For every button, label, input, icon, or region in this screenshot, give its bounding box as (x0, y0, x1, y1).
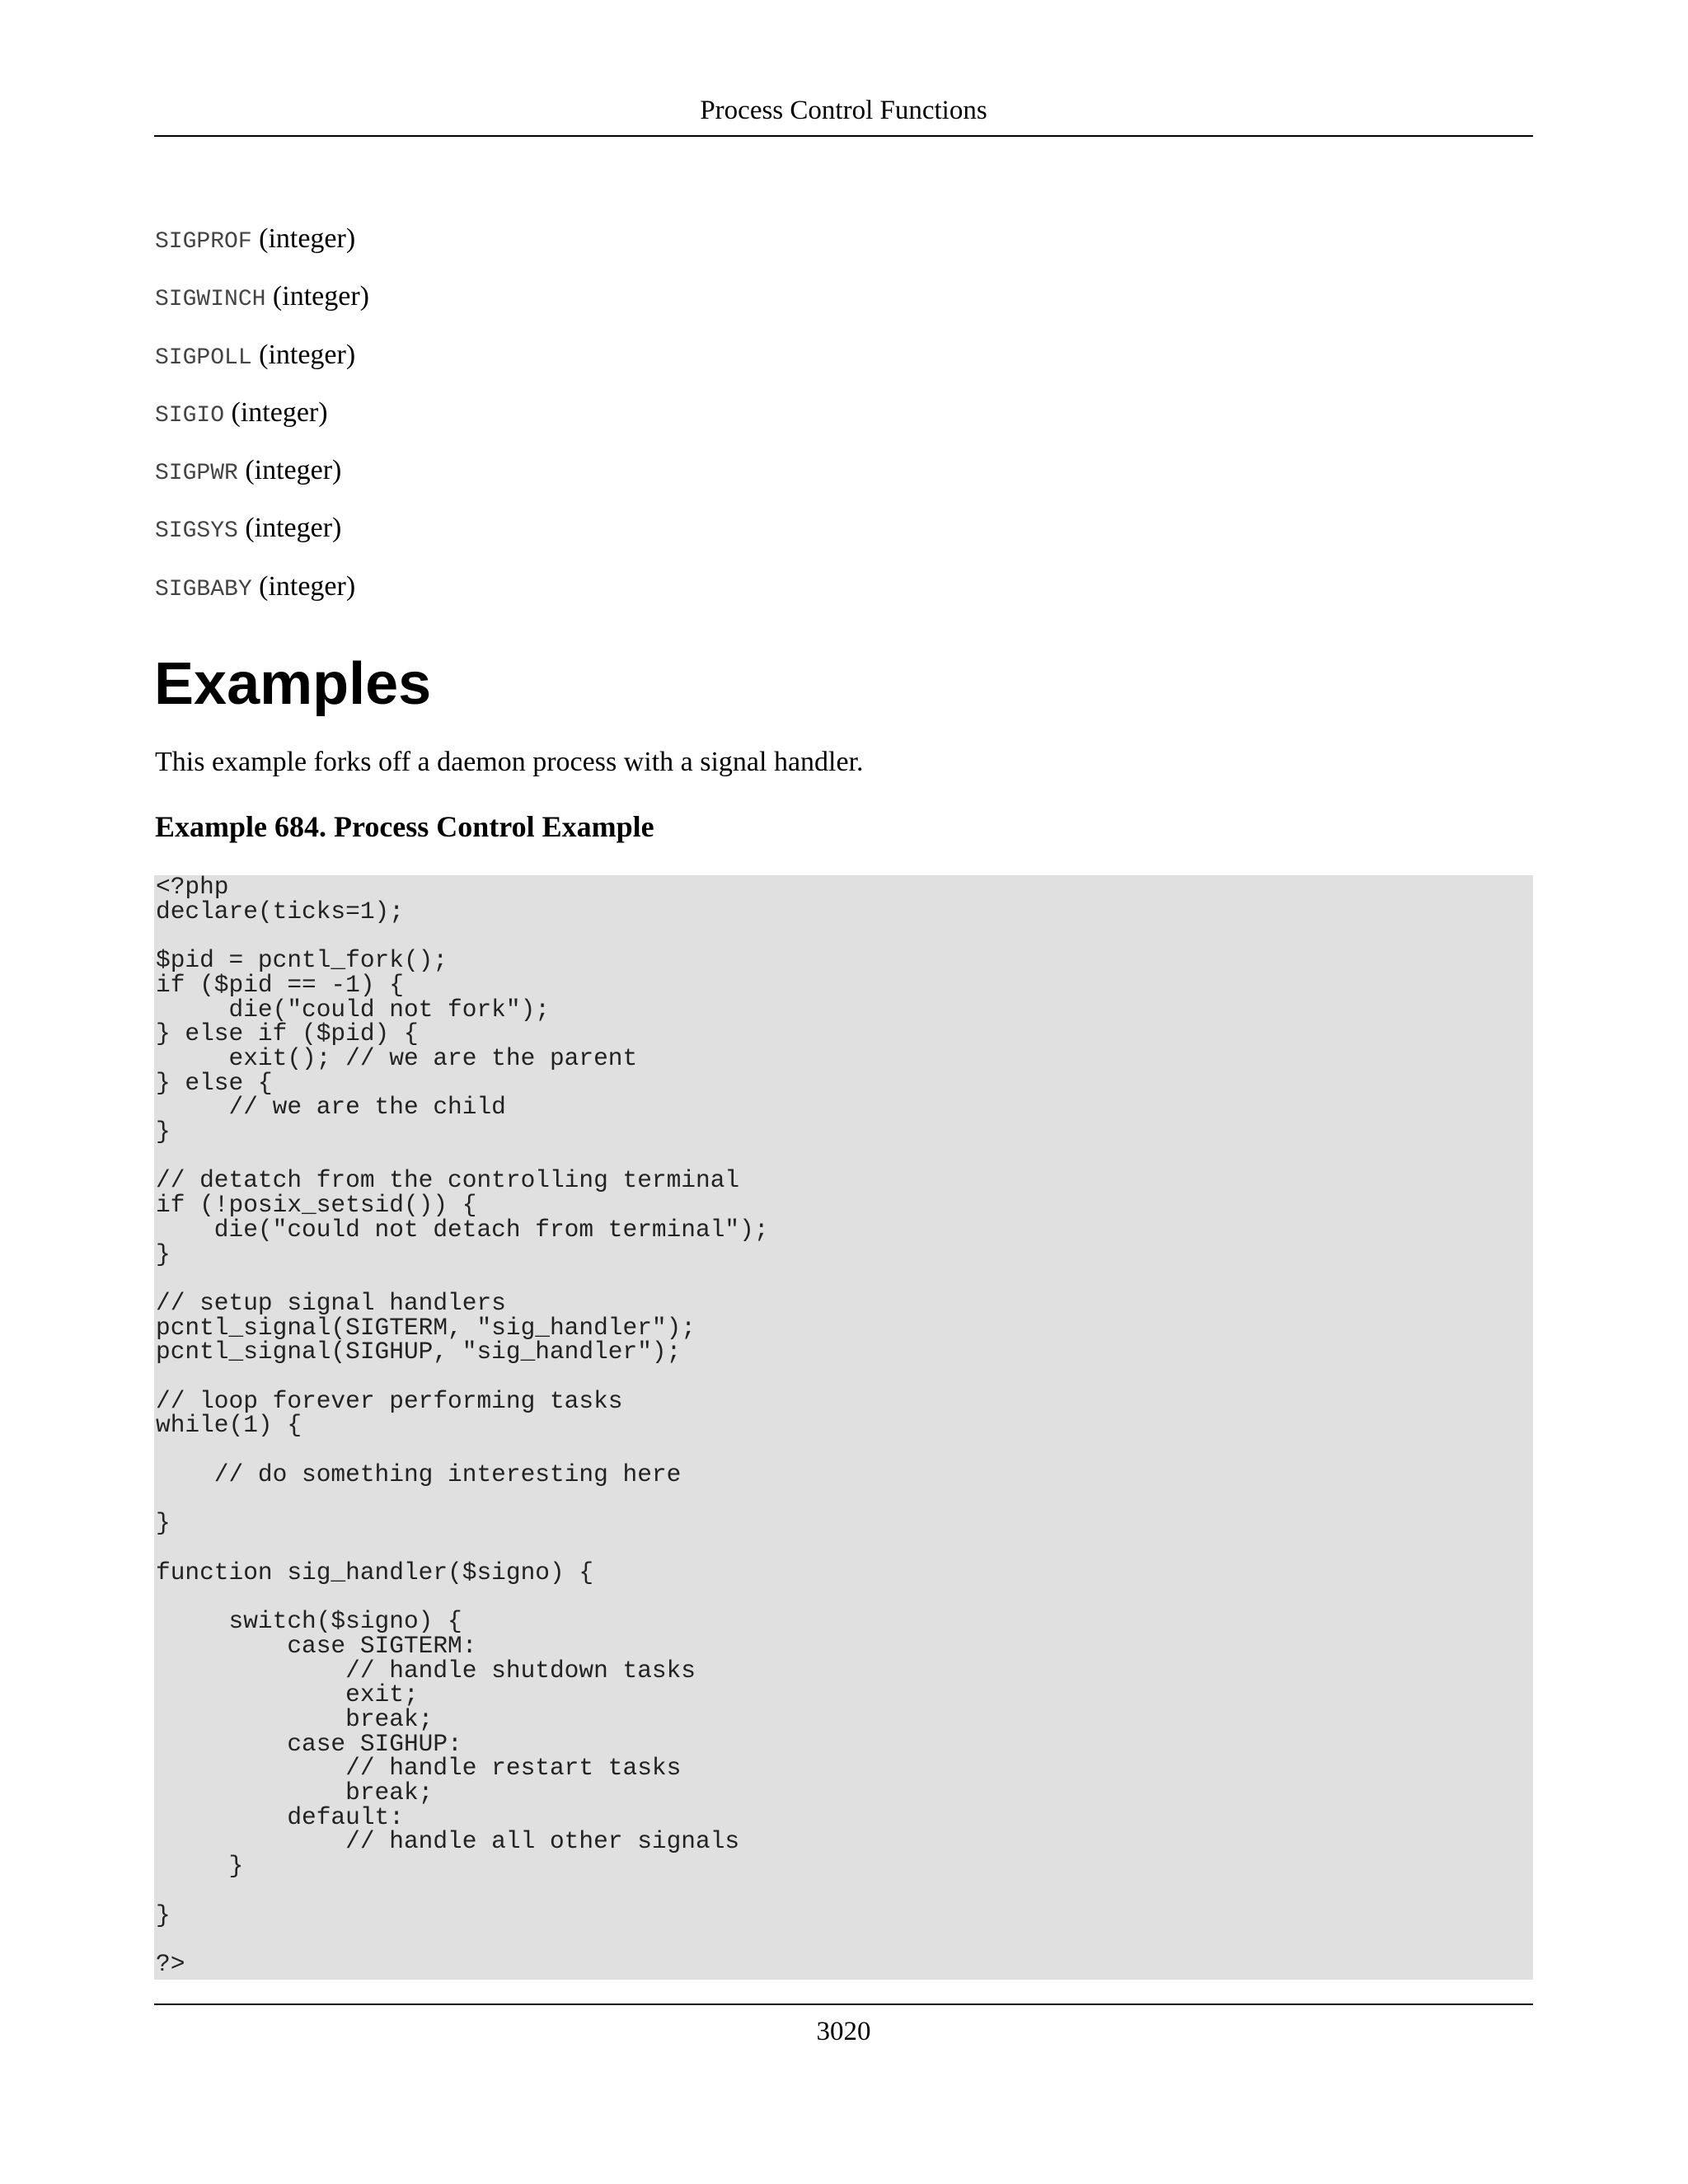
constant-type: (integer) (259, 570, 356, 602)
example-title: Example 684. Process Control Example (155, 810, 654, 843)
constant-item (155, 219, 1474, 277)
constant-name: SIGWINCH (155, 287, 266, 313)
constant-item (155, 451, 1474, 509)
code-listing: <?php declare(ticks=1); $pid = pcntl_fork(); if ($pid == -1) { die("could not fork"); } else if ($pid) { exit(); // we are the parent } else { // we are the child } // detatch from the controlling terminal if (!posix_setsid()) { die("could not detach from terminal"); } // setup signal handlers pcntl_signal(SIGTERM, "sig_handler"); pcntl_signal(SIGHUP, "sig_handler"); // loop forever performing tasks while(1) { // do something interesting here } function sig_handler($signo) { switch($signo) { case SIGTERM: // handle shutdown tasks exit; break; case SIGHUP: // handle restart tasks break; default: // handle all other signals } } ?> (156, 873, 769, 1978)
code-block (154, 875, 1533, 1980)
constant-type: (integer) (272, 281, 369, 312)
examples-intro: This example forks off a daemon process with a signal handler. (155, 747, 864, 777)
page-header-title: Process Control Functions (700, 96, 987, 125)
constants-list (155, 219, 1474, 625)
constant-item (155, 509, 1474, 566)
constant-item (155, 567, 1474, 625)
page-footer (154, 2004, 1533, 2050)
constant-name: SIGPOLL (155, 344, 252, 371)
constant-name: SIGSYS (155, 518, 238, 545)
constant-item (155, 335, 1474, 393)
constant-name: SIGIO (155, 402, 225, 429)
constant-type: (integer) (245, 455, 342, 486)
constant-type: (integer) (245, 513, 342, 544)
constant-type: (integer) (259, 339, 356, 370)
page-number: 3020 (816, 2017, 871, 2046)
constant-name: SIGPWR (155, 461, 238, 487)
examples-heading: Examples (154, 651, 432, 717)
page-header (154, 92, 1533, 137)
constant-item (155, 393, 1474, 451)
constant-name: SIGPROF (155, 229, 252, 255)
constant-name: SIGBABY (155, 576, 252, 602)
constant-item (155, 277, 1474, 335)
constant-type: (integer) (231, 396, 328, 428)
constant-type: (integer) (259, 223, 356, 254)
